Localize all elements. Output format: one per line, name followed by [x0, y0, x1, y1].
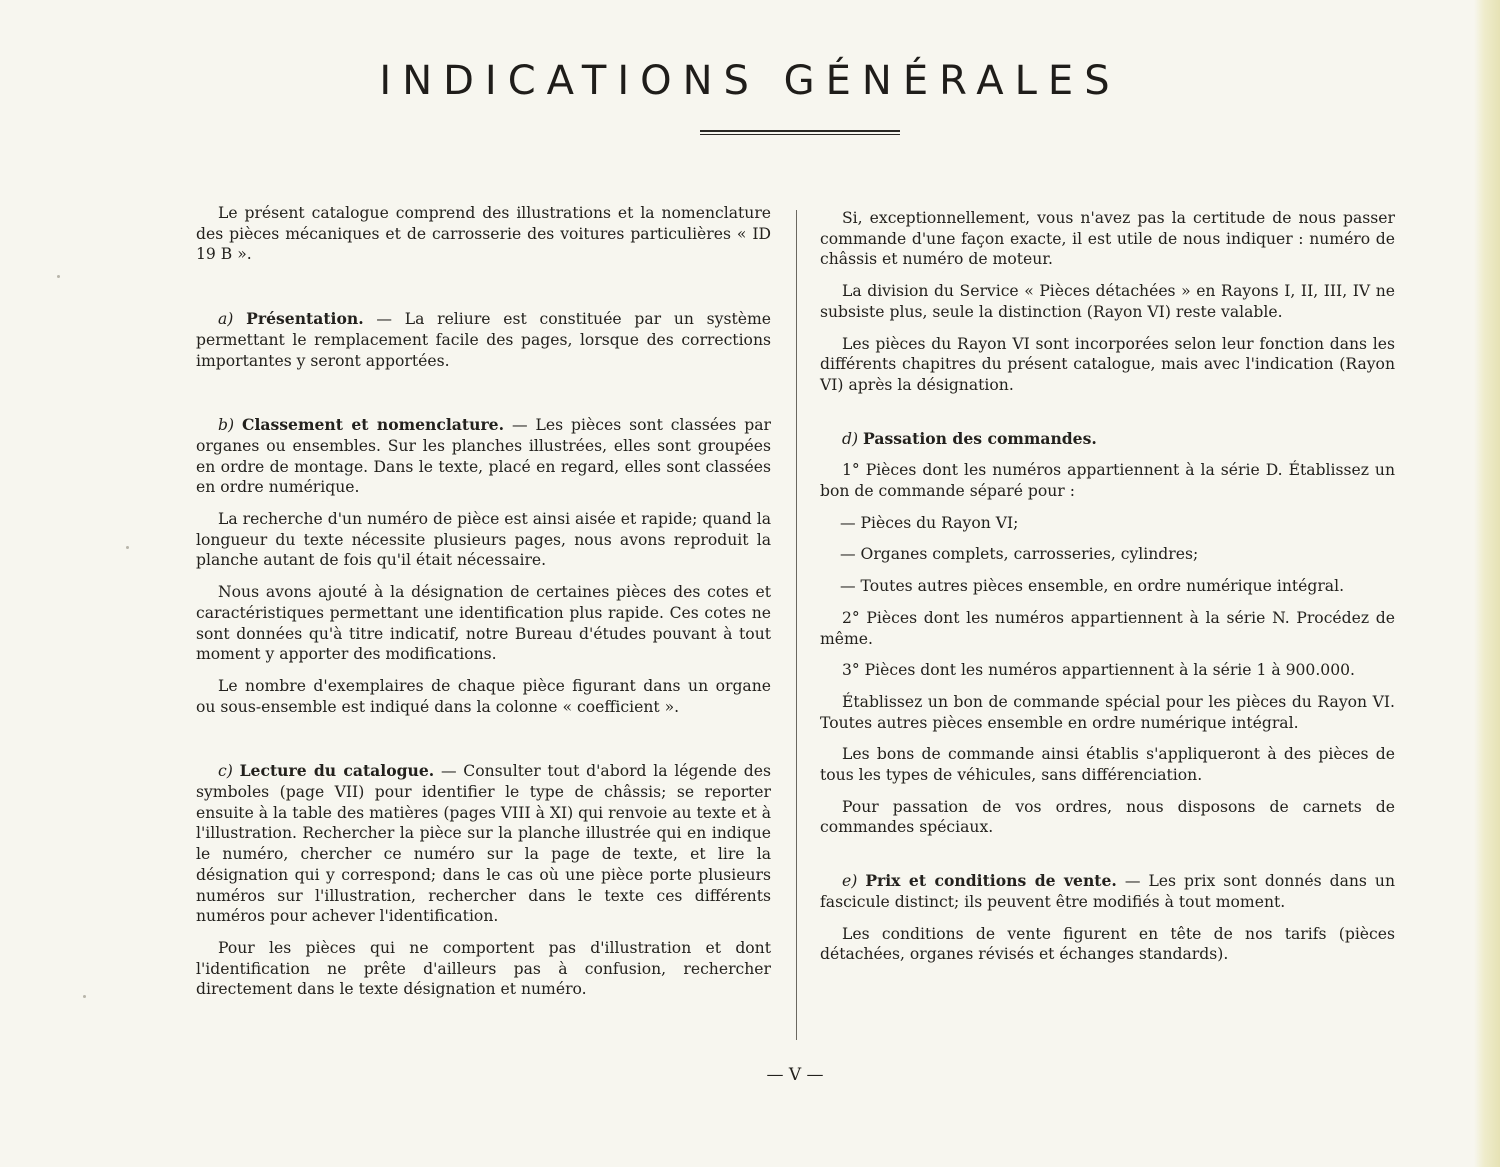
- section-d-heading: Passation des commandes.: [863, 428, 1097, 448]
- page-title: INDICATIONS GÉNÉRALES: [379, 58, 1121, 104]
- page-number: — V —: [766, 1065, 824, 1085]
- right-paragraph-3: Les pièces du Rayon VI sont incorporées selon leur fonction dans les différents chapitres du présent catalogue, mais avec l'indication (Rayon VI) après la désignation.: [820, 334, 1395, 394]
- section-b-paragraph: [196, 415, 771, 498]
- section-c-heading: Lecture du catalogue.: [239, 761, 435, 781]
- section-e-text: — Les prix sont donnés dans un fascicule distinct; ils peuvent être modifiés à tout moment.: [820, 872, 1395, 911]
- section-a-heading: Présentation.: [246, 309, 364, 329]
- section-d-letter: d): [842, 429, 859, 448]
- section-d-list-item: — Organes complets, carrosseries, cylindres;: [840, 545, 1199, 564]
- section-e-paragraph: [820, 871, 1395, 912]
- paper-speck: [126, 546, 129, 549]
- section-e-heading: Prix et conditions de vente.: [865, 871, 1117, 891]
- section-b-paragraph-2: La recherche d'un numéro de pièce est ainsi aisée et rapide; quand la longueur du texte nécessite plusieurs pages, nous avons reproduit la planche autant de fois qu'il était nécessaire.: [196, 510, 771, 570]
- section-b-paragraph-4: Le nombre d'exemplaires de chaque pièce figurant dans un organe ou sous-ensemble est indiqué dans la colonne « coefficient ».: [196, 676, 771, 716]
- section-b-text: — Les pièces sont classées par organes ou ensembles. Sur les planches illustrées, elles sont groupées en ordre de montage. Dans le texte, placé en regard, elles sont classées en ordre numérique.: [196, 416, 771, 497]
- right-paragraph-2: La division du Service « Pièces détachées » en Rayons I, II, III, IV ne subsiste plus, seule la distinction (Rayon VI) reste valable.: [820, 282, 1395, 321]
- section-b-paragraph-3: Nous avons ajouté à la désignation de certaines pièces des cotes et caractéristiques permettant une identification plus rapide. Ces cotes ne sont données qu'à titre indicatif, notre Bureau d'études pouvant à tout moment y apporter des modifications.: [196, 583, 771, 664]
- section-d-paragraph-3: 3° Pièces dont les numéros appartiennent à la série 1 à 900.000.: [842, 661, 1356, 680]
- paper-speck: [57, 275, 60, 278]
- right-column: [820, 208, 1395, 965]
- section-d-heading-line: [820, 429, 1395, 450]
- section-d-paragraph-1: 1° Pièces dont les numéros appartiennent à la série D. Établissez un bon de commande séparé pour :: [820, 461, 1395, 501]
- section-d-list-item: — Toutes autres pièces ensemble, en ordre numérique intégral.: [840, 577, 1345, 596]
- section-c-paragraph-2: Pour les pièces qui ne comportent pas d'illustration et dont l'identification ne prête d'ailleurs pas à confusion, rechercher directement dans le texte désignation et numéro.: [196, 938, 771, 999]
- intro-paragraph: Le présent catalogue comprend des illustrations et la nomenclature des pièces mécaniques et de carrosserie des voitures particulières « ID 19 B ».: [196, 204, 771, 264]
- title-double-rule: [700, 130, 900, 135]
- section-d-list-item: — Pièces du Rayon VI;: [840, 513, 1019, 532]
- section-c-paragraph: [196, 761, 771, 927]
- section-e-paragraph-2: Les conditions de vente figurent en tête de nos tarifs (pièces détachées, organes révisés et échanges standards).: [820, 924, 1395, 964]
- section-d-paragraph-5: Les bons de commande ainsi établis s'appliqueront à des pièces de tous les types de véhicules, sans différenciation.: [820, 745, 1395, 785]
- left-column: [196, 203, 771, 1000]
- section-d-paragraph-6: Pour passation de vos ordres, nous disposons de carnets de commandes spéciaux.: [820, 797, 1395, 837]
- section-d-paragraph-2: 2° Pièces dont les numéros appartiennent à la série N. Procédez de même.: [820, 608, 1395, 648]
- section-b-heading: Classement et nomenclature.: [242, 415, 505, 435]
- section-a-text: — La reliure est constituée par un système permettant le remplacement facile des pages, lorsque des corrections importantes y seront apportées.: [196, 310, 772, 370]
- paper-speck: [83, 995, 86, 998]
- section-a-paragraph: [196, 309, 771, 371]
- section-e-letter: e): [842, 872, 858, 891]
- section-c-letter: c): [218, 762, 233, 781]
- section-a-letter: a): [218, 310, 234, 329]
- section-b-letter: b): [218, 416, 235, 435]
- page-edge: [1474, 0, 1500, 1167]
- section-c-text: — Consulter tout d'abord la légende des symboles (page VII) pour identifier le type de châssis; se reporter ensuite à la table des matières (pages VIII à XI) qui renvoie au texte et à l'illustration. Rechercher la pièce sur la planche illustrée qui en indique le numéro, chercher ce numéro sur la page de texte, et lire la désignation qui y correspond; dans le cas où une pièce porte plusieurs numéros sur l'illustration, rechercher dans le texte ces différents numéros pour achever l'identification.: [196, 762, 771, 926]
- right-paragraph-1: Si, exceptionnellement, vous n'avez pas la certitude de nous passer commande d'une façon exacte, il est utile de nous indiquer : numéro de châssis et numéro de moteur.: [820, 209, 1395, 269]
- section-d-paragraph-4: Établissez un bon de commande spécial pour les pièces du Rayon VI. Toutes autres pièces ensemble en ordre numérique intégral.: [820, 692, 1395, 732]
- column-divider: [796, 210, 797, 1040]
